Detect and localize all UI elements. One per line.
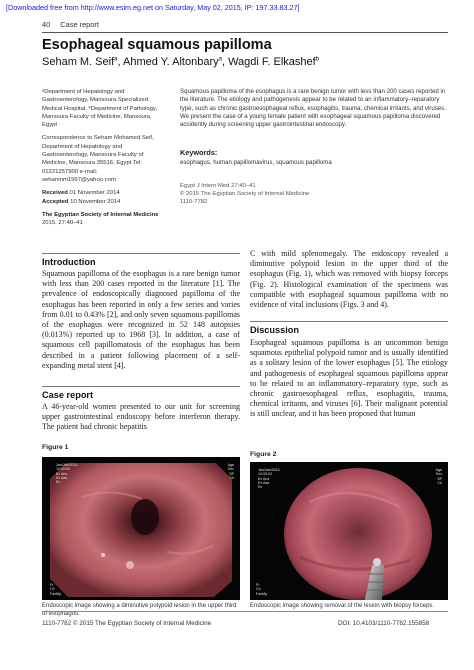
footer-rule [42,611,448,612]
received-label: Received [42,190,68,197]
author-name: Seham M. Seif [42,56,115,68]
figure2-overlay-bottomleft [256,583,267,596]
discussion-text: Esophageal squamous papilloma is an uncommon benign squamous epithelial polypoid tumor and is usually identified as a solitary lesion of the lower esophagus [5]. The etiology and pathogenesis of esophageal squamous papilloma appear to be related to an inflammatory–reparatory type, such as chronic gastroesophageal reflux, esophagitis, trauma, chemical irritants, and viruses [6]. Their malignant potential is still unclear, and it has been proposed that human [250,338,448,419]
header-rule [42,32,448,33]
case-report-heading: Case report [42,390,94,400]
section-rule [250,321,448,322]
affiliations [42,88,167,232]
accepted-date: 10 November 2014 [70,198,121,205]
overlay-text: SP [229,471,234,476]
abstract: Squamous papilloma of the esophagus is a rare benign tumor with less than 200 cases reported in the literature. The etiology and pathogenesis appear to be related to an inflammatory–reparatory type, such as chronic gastroesophageal reflux, esophagitis, trauma, chemical irritants, and viruses. We present the case of a young female patient with esophageal squamous papilloma discovered accidently during screening upper gastrointestinal endoscopy. [180,88,446,129]
overlay-text: Sex [435,472,442,477]
overlay-text: Ch [50,587,55,592]
introduction-text: Squamous papilloma of the esophagus is a rare benign tumor with less than 200 cases reported in the literature [1]. The prevalence of endoscopically diagnosed papilloma of the esophagus has been reported in only a few series and varies from 0.01 to 0.43% [2], and only seven squamous papillomas of the esophagus were recognized in 52 148 autopsies (0.013%) reported up to 1968 [3]. In addition, a case of squamous cell papillomatosis of the esophagus has been described in a patient following placement of a self-expanding metal stent [4]. [42,269,240,370]
figure2-endoscopy-image [250,462,448,600]
overlay-text: FacMp [256,591,267,596]
overlay-text: Ex [56,480,61,485]
author-sup: a [114,56,118,63]
correspondence: Correspondence to Seham Mohamed Seif, Department of Hepatology and Gastroenterology, Mansoura Faculty of Medicine, Mansoura 35516, Egypt Tel: 01221257900 e-mail: sehamnm1997@yahoo.com [42,135,154,183]
citation-line: © 2015 The Egyptian Society of Internal Medicine [180,190,310,197]
section-rule [42,253,240,254]
overlay-text: FacMp [50,591,61,596]
affiliation-text: ᵃDepartment of Hepatology and Gastroenterology, Mansoura Specialized Medical Hospital, ᵇDepartment of Pathology, Mansoura Faculty of Medicine, Mansoura, Egypt [42,89,158,129]
article-type: Case report [60,20,99,29]
figure2-overlay-topleft [258,468,280,489]
figure2-overlay-topright [436,468,442,485]
overlay-text: Ch [229,475,234,480]
article-title: Esophageal squamous papilloma [42,37,272,53]
figure2-label: Figure 2 [250,451,277,458]
received-date: 01 November 2014 [69,190,120,197]
case-report-text: A 46-year-old women presented to our unit for screening upper gastrointestinal endoscopy before interferon therapy. The patient had chronic hepatitis [42,402,240,432]
overlay-text: Jan/Jan/2014 [258,468,280,472]
author-sup: a [218,56,222,63]
figure2-caption: Endoscopic image showing removal of the lesion with biopsy forceps. [250,603,435,609]
author-name: Ahmed Y. Altonbary [123,56,219,68]
case-report-continued: C with mild splenomegaly. The endoscopy revealed a diminutive polypoid lesion in the upper third of the esophagus (Fig. 1), which was removed with biopsy forceps (Fig. 2). Histological examination of the specimens was compatible with esophageal squamous papilloma with no evidence of viral inclusions (Figs. 3 and 4). [250,249,448,310]
keywords-heading: Keywords: [180,148,218,157]
accepted-label: Accepted [42,198,69,205]
journal-ref: 2015, 27:40–41 [42,220,83,227]
author-list: Seham M. Seif$^a$, Ahmed Y. Altonbary$^a$, Wagdi F. Elkashef$^b$ [42,56,320,68]
keywords: esophagus, human papillomavirus, squamous papilloma [180,159,332,166]
overlay-text: Ex Aas [258,480,270,485]
overlay-text: 12:00:00 [56,467,70,472]
introduction-heading: Introduction [42,257,96,267]
author-name: Wagdi F. Elkashef [228,56,316,68]
figure1-overlay-topright [228,463,234,480]
citation-line: Egypt J Intern Med 27:40–41 [180,183,256,189]
overlay-text: Ch [256,587,261,592]
overlay-text: Sex [227,467,234,472]
overlay-text: Age [227,463,234,467]
overlay-text: Ex [258,485,263,490]
overlay-text: Fr [256,583,260,588]
figure1-caption: Endoscopic image showing a diminutive polypoid lesion in the upper third of esophagus. [42,603,237,617]
figure1-overlay-bottomleft [50,583,61,596]
figure1-endoscopy-image [42,457,240,600]
discussion-heading: Discussion [250,325,300,335]
overlay-text: SP [437,476,442,481]
running-header [42,20,99,29]
download-info-line[interactable]: [Downloaded free from http://www.esim.eg.net on Saturday, May 02, 2015, IP: 197.33.83.27] [6,3,300,12]
section-rule [42,386,240,387]
overlay-text: Ch [437,480,442,485]
footer-doi[interactable]: DOI: 10.4103/1110-7782.155858 [338,620,430,627]
overlay-text: Fr [50,583,54,588]
figure2-endoscopy-graphic [250,462,448,600]
figure1-label: Figure 1 [42,444,69,451]
overlay-text: Jan/Jan/2014 [56,463,78,467]
overlay-text: Ex Aas [56,475,68,480]
figure1-overlay-topleft [56,463,78,484]
journal-name: The Egyptian Society of Internal Medicine [42,211,159,218]
citation-line: 1110-7782 [180,198,208,205]
author-sup: b [315,56,320,63]
overlay-text: Ex Ans [258,476,270,481]
overlay-text: Ex Ans [56,471,68,476]
citation-block [180,183,330,207]
overlay-text: Age [435,468,442,472]
overlay-text: 12:00:00 [258,472,272,477]
footer-copyright: 1110-7782 © 2015 The Egyptian Society of Internal Medicine [42,620,212,627]
page-number: 40 [42,20,51,29]
